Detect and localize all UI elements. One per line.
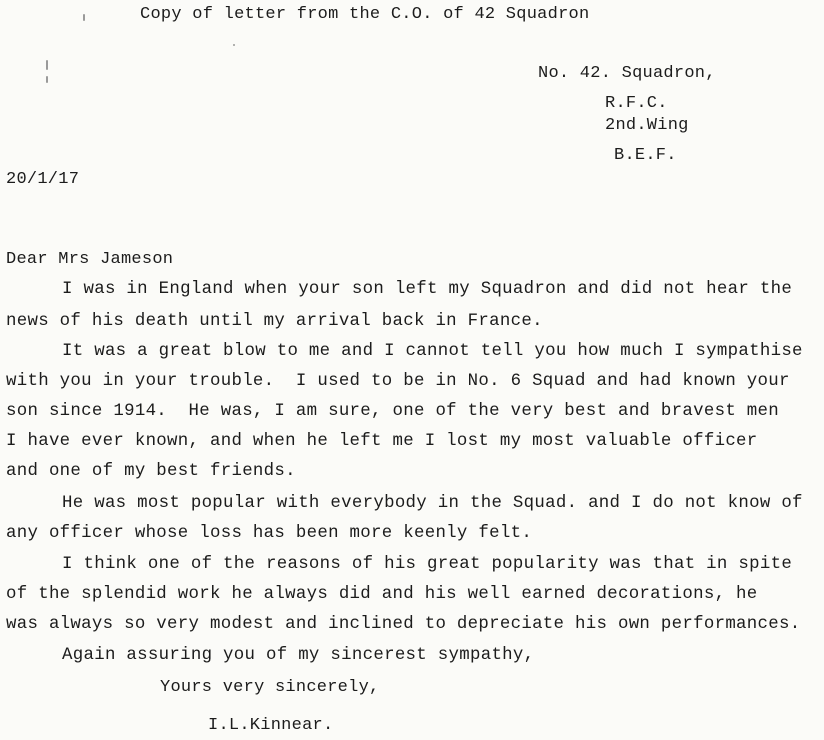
ink-speck — [233, 44, 235, 46]
body-line: any officer whose loss has been more keenly felt. — [6, 524, 533, 543]
address-rfc: R.F.C. — [605, 94, 668, 113]
body-line: I have ever known, and when he left me I lost my most valuable officer — [6, 432, 758, 451]
body-line: news of his death until my arrival back in France. — [6, 312, 543, 331]
body-line: of the splendid work he always did and his well earned decorations, he — [6, 585, 758, 604]
signature: I.L.Kinnear. — [208, 716, 334, 735]
body-line: and one of my best friends. — [6, 462, 296, 481]
letter-heading: Copy of letter from the C.O. of 42 Squadron — [140, 5, 590, 24]
body-line: son since 1914. He was, I am sure, one of the very best and bravest men — [6, 402, 779, 421]
body-line: was always so very modest and inclined to depreciate his own performances. — [6, 615, 801, 634]
ink-speck — [83, 14, 85, 21]
address-bef: B.E.F. — [614, 146, 677, 165]
letter-date: 20/1/17 — [6, 170, 80, 189]
body-line: Again assuring you of my sincerest sympathy, — [62, 646, 535, 665]
body-line: I was in England when your son left my Squadron and did not hear the — [62, 280, 793, 299]
salutation: Dear Mrs Jameson — [6, 250, 174, 269]
body-line: It was a great blow to me and I cannot tell you how much I sympathise — [62, 342, 803, 361]
body-line: He was most popular with everybody in the Squad. and I do not know of — [62, 494, 803, 513]
ink-speck — [46, 60, 48, 70]
body-line: with you in your trouble. I used to be in No. 6 Squad and had known your — [6, 372, 790, 391]
address-squadron: No. 42. Squadron, — [538, 64, 716, 83]
closing: Yours very sincerely, — [160, 678, 380, 697]
ink-speck — [46, 76, 48, 83]
address-wing: 2nd.Wing — [605, 116, 689, 135]
body-line: I think one of the reasons of his great popularity was that in spite — [62, 555, 793, 574]
